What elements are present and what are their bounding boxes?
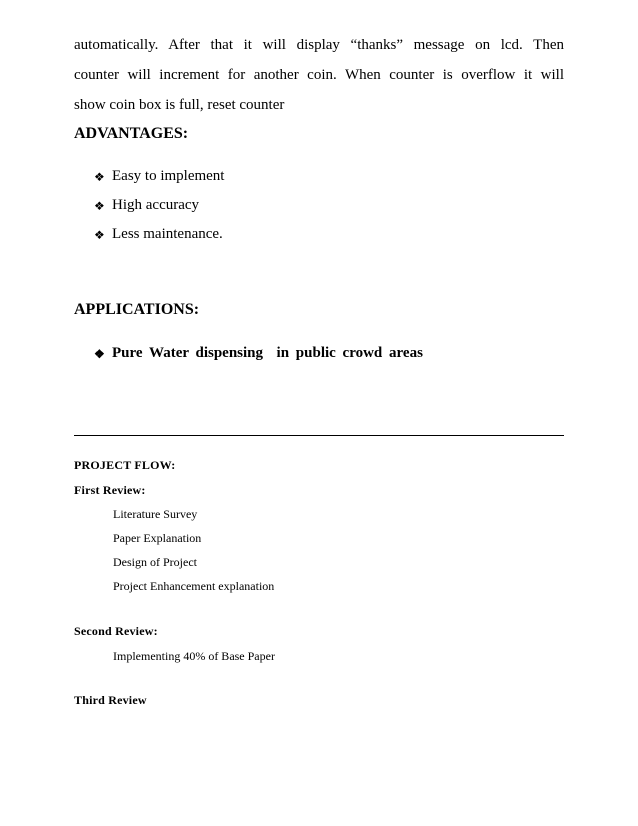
list-item: Implementing 40% of Base Paper <box>113 649 275 663</box>
list-item <box>94 162 224 191</box>
diamond-bullet-icon: ❖ <box>94 227 105 242</box>
diamond-bullet-icon: ❖ <box>94 169 105 184</box>
intro-line: show coin box is full, reset counter <box>74 97 285 113</box>
intro-line: automatically. After that it will display “thanks” message on lcd. Then <box>74 37 564 53</box>
second-review-list <box>113 644 275 668</box>
advantages-list <box>94 162 224 249</box>
list-item-text: Pure Water dispensing in public crowd areas <box>112 345 423 361</box>
project-flow-heading: PROJECT FLOW: <box>74 458 176 472</box>
list-item: Design of Project <box>113 555 197 569</box>
list-item-text: High accuracy <box>112 197 200 213</box>
list-item <box>94 191 224 220</box>
third-review-heading: Third Review <box>74 693 147 707</box>
list-item-text: Less maintenance. <box>112 226 223 242</box>
diamond-bullet-icon: ❖ <box>94 198 105 213</box>
diamond-bullet-icon: ❖ <box>94 346 105 361</box>
list-item: Project Enhancement explanation <box>113 579 275 593</box>
applications-list <box>94 339 423 368</box>
second-review-heading: Second Review: <box>74 624 158 638</box>
horizontal-divider <box>74 435 564 436</box>
intro-line: counter will increment for another coin. When counter is overflow it will <box>74 67 564 83</box>
first-review-heading: First Review: <box>74 483 146 497</box>
first-review-list <box>113 502 274 598</box>
list-item <box>94 220 224 249</box>
advantages-heading: ADVANTAGES: <box>74 125 189 142</box>
list-item: Literature Survey <box>113 507 198 521</box>
intro-paragraph <box>74 30 564 120</box>
list-item: Paper Explanation <box>113 531 202 545</box>
applications-heading: APPLICATIONS: <box>74 301 200 318</box>
list-item <box>94 339 423 368</box>
list-item-text: Easy to implement <box>112 168 225 184</box>
